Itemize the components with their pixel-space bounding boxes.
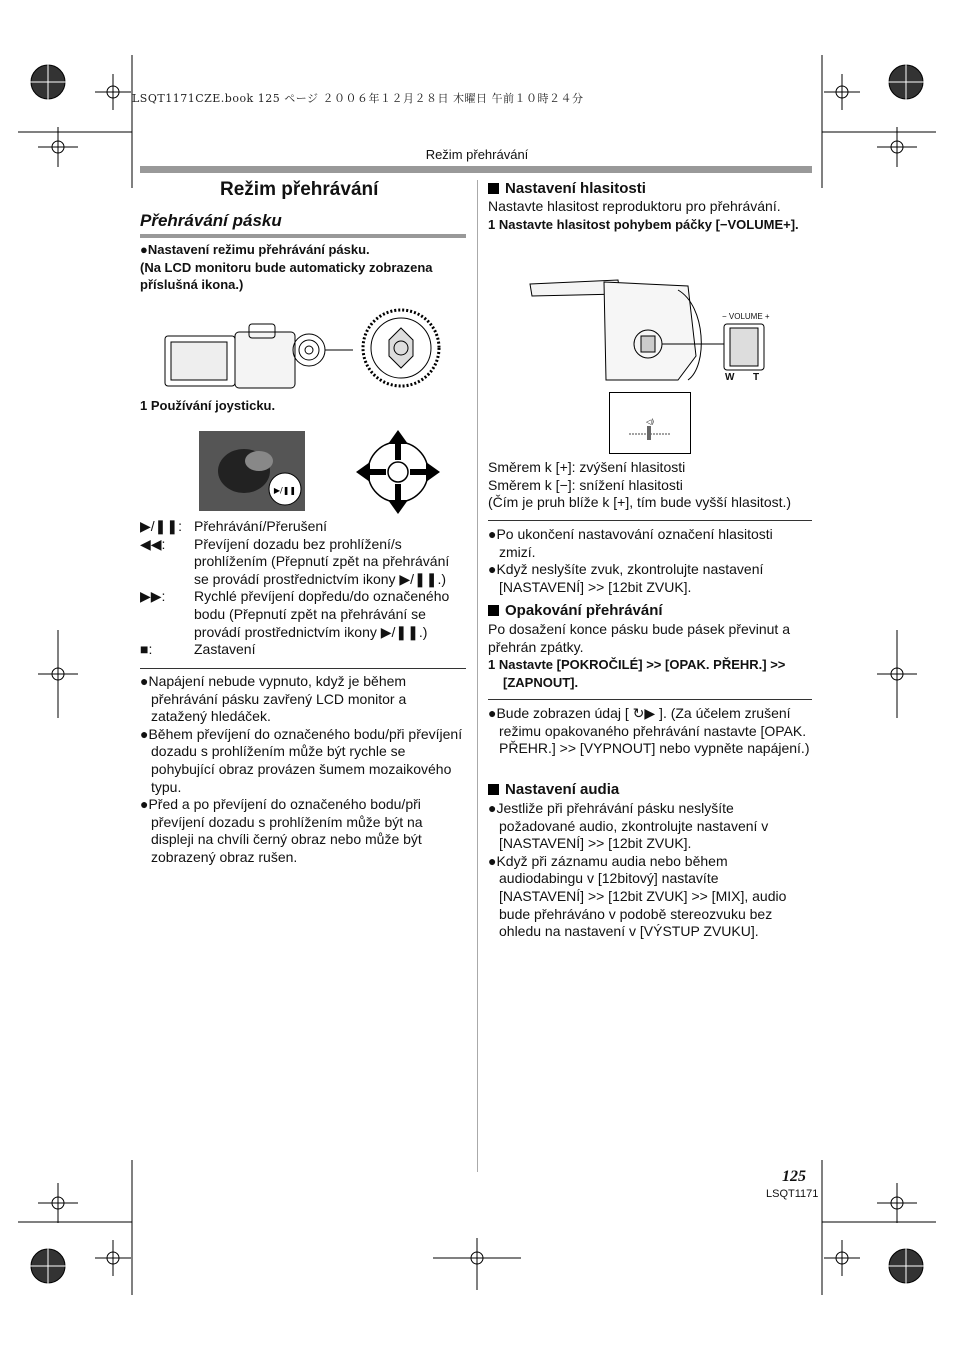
intro-text: ●Nastavení režimu přehrávání pásku. (Na LCD monitoru bude automaticky zobrazena příslušná ikona.) xyxy=(140,242,433,293)
note-item: ●Po ukončení nastavování označení hlasitosti zmizí. xyxy=(488,526,773,560)
note-item: ●Napájení nebude vypnuto, když je během přehrávání pásku zavřený LCD monitor a zatažený hledáček. xyxy=(140,673,407,725)
running-head: Režim přehrávání xyxy=(425,147,529,162)
legend-text: Převíjení dozadu bez prohlížení/s prohlížením (Přepnutí zpět na přehrávání se provádí prostřednictvím ikony ▶/❚❚.) xyxy=(194,535,450,587)
zoom-w-label: W xyxy=(725,372,735,383)
note-item: ●Během převíjení do označeného bodu/při převíjení dozadu s prohlížením může být rychle se pohybující obraz provázen šumem mozaikového typu. xyxy=(140,725,463,795)
repeat-desc: Po dosažení konce pásku bude pásek převinut a přehrán zpátky. xyxy=(488,621,790,655)
header-bar xyxy=(140,166,812,173)
legend-text: Zastavení xyxy=(194,641,256,658)
section-subtitle: Přehrávání pásku xyxy=(140,211,282,230)
heading-text: Nastavení hlasitosti xyxy=(505,180,646,197)
direction-down: Směrem k [−]: snížení hlasitosti xyxy=(488,476,683,493)
square-bullet-icon xyxy=(488,605,499,616)
repeat-note xyxy=(488,705,812,758)
page-number: 125 xyxy=(782,1168,806,1185)
volume-directions xyxy=(488,459,812,512)
audio-heading xyxy=(488,781,619,798)
volume-step: 1 Nastavte hlasitost pohybem páčky [−VOLUME+]. xyxy=(488,217,799,232)
direction-note: (Čím je pruh blíže k [+], tím bude vyšší hlasitost.) xyxy=(488,494,792,511)
repeat-step: 1 Nastavte [POKROČILÉ] >> [OPAK. PŘEHR.] >> [ZAPNOUT]. xyxy=(488,657,786,690)
volume-heading xyxy=(488,180,646,197)
column-divider xyxy=(477,180,478,1172)
volume-label: − VOLUME + xyxy=(722,312,770,321)
divider xyxy=(140,668,466,669)
repeat-heading xyxy=(488,602,663,619)
svg-text:◁): ◁) xyxy=(645,418,655,426)
legend-key: ■: xyxy=(140,641,153,658)
legend-text: Rychlé převíjení dopředu/do označeného bodu (Přepnutí zpět na přehrávání se provádí prostřednictvím ikony ▶/❚❚.) xyxy=(194,588,450,640)
direction-up: Směrem k [+]: zvýšení hlasitosti xyxy=(488,459,686,475)
page-title: Režim přehrávání xyxy=(220,179,379,200)
legend-key: ▶▶: xyxy=(140,588,166,605)
volume-notes xyxy=(488,526,804,596)
controls-legend xyxy=(140,518,466,659)
step-1-joystick: 1 Používání joysticku. xyxy=(140,398,276,413)
legend-key: ▶/❚❚: xyxy=(140,518,183,534)
legend-text: Přehrávání/Přerušení xyxy=(194,518,328,534)
square-bullet-icon xyxy=(488,183,499,194)
note-item: ●Bude zobrazen údaj [ ↻▶ ]. (Za účelem zrušení režimu opakovaného přehrávání nastavte [OPAK. PŘEHR.] >> [VYPNOUT] nebo vypněte napájení.) xyxy=(488,705,810,757)
joystick-arrows-icon xyxy=(356,430,440,514)
note-item: ●Když neslyšíte zvuk, zkontrolujte nastavení [NASTAVENÍ] >> [12bit ZVUK]. xyxy=(488,561,764,595)
heading-text: Nastavení audia xyxy=(505,781,620,798)
note-item: ●Když při záznamu audia nebo během audiodabingu v [12bitový] nastavíte [NASTAVENÍ] >> [12bit ZVUK] >> [MIX], audio bude přehráváno v podobě stereozvuku bez ohledu na nastavení v [VÝSTUP ZVUKU]. xyxy=(488,852,787,940)
note-item: ●Před a po převíjení do označeného bodu/při převíjení dozadu s prohlížením může být na displeji na chvíli černý obraz nebo může být zobrazený obraz rušen. xyxy=(140,796,423,865)
svg-text:▶/❚❚: ▶/❚❚ xyxy=(273,486,297,495)
playback-photo-illustration xyxy=(199,431,305,511)
subtitle-bar xyxy=(140,234,466,238)
zoom-t-label: T xyxy=(753,372,760,383)
square-bullet-icon xyxy=(488,784,499,795)
audio-notes xyxy=(488,800,804,941)
legend-stop xyxy=(140,641,466,659)
legend-rewind xyxy=(140,536,466,589)
legend-fast-forward xyxy=(140,588,466,641)
doc-code: LSQT1171 xyxy=(766,1188,819,1200)
note-item: ●Jestliže při přehrávání pásku neslyšíte požadované audio, zkontrolujte nastavení v [NASTAVENÍ] >> [12bit ZVUK]. xyxy=(488,800,769,852)
legend-play-pause xyxy=(140,518,466,536)
camcorder-joystick-illustration xyxy=(163,306,443,390)
left-notes xyxy=(140,673,466,867)
volume-lever-illustration xyxy=(528,276,778,386)
volume-desc: Nastavte hlasitost reproduktoru pro přehrávání. xyxy=(488,198,781,214)
volume-display-screen xyxy=(609,392,691,454)
divider xyxy=(488,520,812,521)
divider xyxy=(488,699,812,700)
print-info: LSQT1171CZE.book 125 ページ ２００６年１２月２８日 木曜日 午前１０時２４分 xyxy=(132,92,584,105)
legend-key: ◀◀: xyxy=(140,535,166,552)
heading-text: Opakování přehrávání xyxy=(505,602,663,619)
